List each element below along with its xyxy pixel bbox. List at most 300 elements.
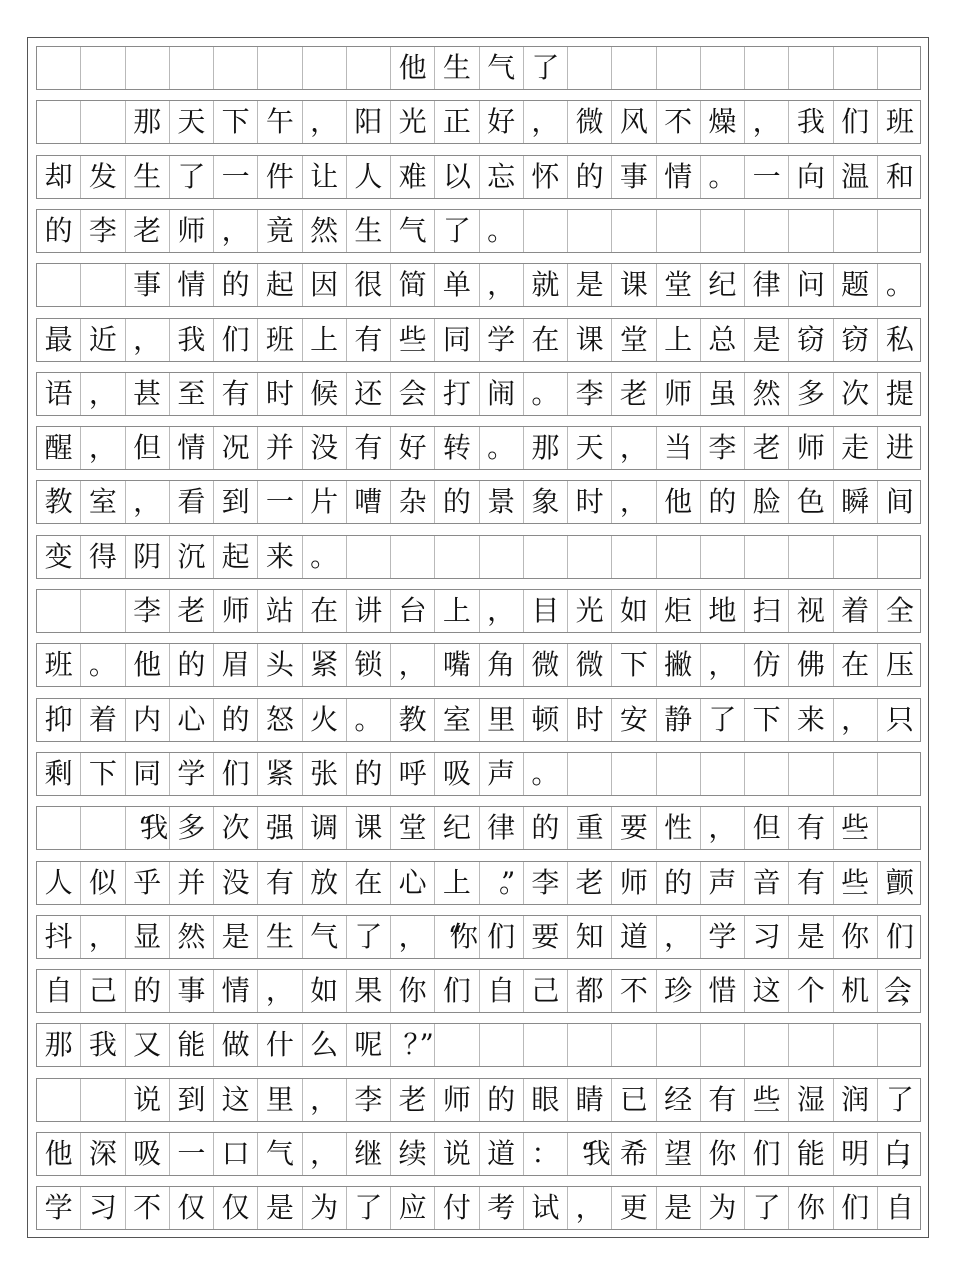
grid-cell [347,536,391,578]
grid-cell: 但 [745,807,789,849]
title-cell: 生 [435,47,479,89]
grid-cell: 们 [745,1133,789,1175]
grid-cell: 说 [126,1079,170,1121]
grid-cell: 仅 [214,1187,258,1229]
grid-cell [657,210,701,252]
grid-cell: 在 [834,644,878,686]
grid-cell: 学 [170,753,214,795]
grid-cell: 纪 [435,807,479,849]
grid-cell: 色 [789,481,833,523]
text-row [36,861,921,905]
grid-cell: ， [214,210,258,252]
grid-cell: 来 [258,536,302,578]
grid-cell: 来 [789,699,833,741]
grid-cell: 有 [214,373,258,415]
grid-cell: 醒 [37,427,81,469]
grid-cell: 自 [480,970,524,1012]
grid-cell: 你 [391,970,435,1012]
grid-cell: 不 [612,970,656,1012]
grid-cell: 就 [524,264,568,306]
grid-cell: 脸 [745,481,789,523]
grid-cell: 一 [258,481,302,523]
text-row [36,426,921,470]
grid-cell: 仅 [170,1187,214,1229]
grid-cell: ， [701,644,745,686]
grid-cell [435,536,479,578]
grid-cell [568,1024,612,1066]
grid-cell: 提 [885,376,914,410]
grid-cell: 做 [214,1024,258,1066]
text-row [36,806,921,850]
grid-cell: 好 [391,427,435,469]
grid-cell: 些 [834,807,878,849]
grid-cell: 只 [885,702,914,736]
title-cell [657,47,701,89]
grid-cell: 温 [834,156,878,198]
text-row [36,209,921,253]
grid-cell: 然 [170,916,214,958]
grid-cell: 心 [170,699,214,741]
grid-cell: 知 [568,916,612,958]
grid-cell: 们 [214,753,258,795]
grid-cell: 我 [170,319,214,361]
grid-cell [789,210,833,252]
grid-cell: 珍 [657,970,701,1012]
text-row [36,318,921,362]
grid-cell [37,1079,81,1121]
grid-cell: 道 [480,1133,524,1175]
grid-cell: 性 [657,807,701,849]
grid-cell: 果 [347,970,391,1012]
title-cell [37,47,81,89]
grid-cell: 紧 [303,644,347,686]
grid-cell: 因 [303,264,347,306]
grid-cell: 到 [170,1079,214,1121]
grid-cell: 况 [214,427,258,469]
grid-cell: 起 [258,264,302,306]
grid-cell: 安 [612,699,656,741]
grid-cell: 让 [303,156,347,198]
title-row [36,46,921,90]
grid-cell: 时 [568,699,612,741]
grid-cell: 在 [347,862,391,904]
grid-cell: 。 [885,268,914,302]
grid-cell: 很 [347,264,391,306]
grid-cell: 付 [435,1187,479,1229]
grid-cell: 次 [834,373,878,415]
grid-cell: 至 [170,373,214,415]
grid-cell [701,1024,745,1066]
grid-cell: ， [524,101,568,143]
grid-cell [745,1024,789,1066]
grid-cell: 明 [834,1133,878,1175]
grid-cell: 台 [391,590,435,632]
grid-cell: ， [834,699,878,741]
grid-cell [834,536,878,578]
grid-cell: 了 [435,210,479,252]
grid-cell: 的 [214,264,258,306]
grid-cell: 件 [258,156,302,198]
grid-cell: 吸 [126,1133,170,1175]
grid-cell: 课 [612,264,656,306]
grid-cell: 的 [37,210,81,252]
text-row [36,752,921,796]
title-cell [170,47,214,89]
grid-cell: 生 [258,916,302,958]
grid-cell: 窃 [834,319,878,361]
grid-cell: 白， [883,1137,916,1170]
grid-cell: 难 [391,156,435,198]
grid-cell [834,1024,878,1066]
grid-cell: 的 [214,699,258,741]
grid-cell: 的 [435,481,479,523]
grid-cell: 次 [214,807,258,849]
grid-cell: 口 [214,1133,258,1175]
grid-cell: 事 [126,264,170,306]
grid-cell: 佛 [789,644,833,686]
grid-cell [435,1024,479,1066]
grid-cell: 好 [480,101,524,143]
grid-cell: 师 [170,210,214,252]
grid-cell: 吸 [435,753,479,795]
grid-cell: 。 [524,373,568,415]
grid-cell: 仿 [745,644,789,686]
grid-cell: 站 [258,590,302,632]
grid-cell: ， [745,101,789,143]
grid-cell: 时 [568,481,612,523]
text-row [36,372,921,416]
grid-cell [701,536,745,578]
grid-cell: 人 [37,862,81,904]
grid-cell: 瞬 [834,481,878,523]
grid-cell: 间 [885,485,914,519]
grid-cell: 班 [258,319,302,361]
grid-cell: 的 [126,970,170,1012]
grid-cell: 教 [37,481,81,523]
grid-cell: 更 [612,1187,656,1229]
grid-cell: 当 [657,427,701,469]
grid-cell: 呼 [391,753,435,795]
text-row [36,643,921,687]
grid-cell [612,536,656,578]
grid-cell [524,1024,568,1066]
grid-cell: 了 [745,1187,789,1229]
grid-cell [524,210,568,252]
grid-cell: 会， [883,974,916,1008]
grid-cell: 生 [347,210,391,252]
grid-cell: 不 [126,1187,170,1229]
grid-cell: 。 [524,753,568,795]
grid-cell: 已 [612,1079,656,1121]
grid-cell: 但 [126,427,170,469]
grid-cell: 阴 [126,536,170,578]
grid-cell: ， [612,427,656,469]
grid-cell: 。” [480,862,524,904]
grid-cell: 地 [701,590,745,632]
grid-cell: 语 [37,373,81,415]
grid-cell: 火 [303,699,347,741]
grid-cell: 事 [612,156,656,198]
grid-cell: 光 [568,590,612,632]
grid-cell: 打 [435,373,479,415]
grid-cell: 李 [524,862,568,904]
grid-cell: 续 [391,1133,435,1175]
grid-cell: 情 [170,427,214,469]
grid-cell: 了 [170,156,214,198]
grid-cell [524,536,568,578]
title-cell [214,47,258,89]
grid-cell: 气 [391,210,435,252]
grid-cell: 又 [126,1024,170,1066]
grid-cell: 角 [480,644,524,686]
grid-cell: 机 [834,970,878,1012]
grid-cell: 你 [701,1133,745,1175]
grid-cell: 们 [214,319,258,361]
grid-cell: 着 [81,699,125,741]
grid-cell [878,753,922,795]
grid-cell: 了 [885,1082,914,1116]
grid-cell: 试 [524,1187,568,1229]
grid-cell: 他 [37,1133,81,1175]
grid-cell: 天 [170,101,214,143]
title-cell [81,47,125,89]
grid-cell: 们 [834,1187,878,1229]
grid-cell: 以 [435,156,479,198]
grid-cell: 说 [435,1133,479,1175]
grid-cell: 上 [657,319,701,361]
grid-cell: 老 [612,373,656,415]
grid-cell: 有 [347,319,391,361]
grid-cell: 他 [657,481,701,523]
grid-cell: 气 [258,1133,302,1175]
title-cell [258,47,302,89]
grid-cell: 张 [303,753,347,795]
grid-cell: 老 [568,862,612,904]
grid-cell: 。 [347,699,391,741]
grid-cell: 静 [657,699,701,741]
grid-cell: 道 [612,916,656,958]
grid-cell: 有 [258,862,302,904]
grid-cell [81,590,125,632]
grid-cell: 们 [435,970,479,1012]
grid-cell: 眉 [214,644,258,686]
grid-cell: 声 [480,753,524,795]
grid-cell: 一 [170,1133,214,1175]
grid-cell: 是 [258,1187,302,1229]
grid-cell: 堂 [391,807,435,849]
grid-cell: 却 [37,156,81,198]
grid-cell: 些 [391,319,435,361]
grid-cell: 应 [391,1187,435,1229]
text-row [36,1132,921,1176]
grid-cell [745,536,789,578]
title-cell [303,47,347,89]
grid-cell: 忘 [480,156,524,198]
grid-cell [701,210,745,252]
grid-cell: 了 [347,1187,391,1229]
grid-cell: 正 [435,101,479,143]
grid-cell: ， [303,1133,347,1175]
grid-cell [834,753,878,795]
grid-cell: 如 [612,590,656,632]
grid-cell [878,210,922,252]
grid-cell: 头 [258,644,302,686]
grid-cell [745,210,789,252]
grid-cell: ， [81,427,125,469]
grid-cell [81,264,125,306]
grid-cell: 调 [303,807,347,849]
grid-cell: 习 [81,1187,125,1229]
grid-cell: 望 [657,1133,701,1175]
grid-cell: 一 [745,156,789,198]
grid-cell: 同 [435,319,479,361]
title-cell: 他 [391,47,435,89]
grid-cell: 要 [524,916,568,958]
grid-cell: 微 [568,644,612,686]
grid-cell [480,1024,524,1066]
grid-cell: 们 [885,919,914,953]
grid-cell: 老 [170,590,214,632]
grid-cell [657,753,701,795]
title-cell [347,47,391,89]
grid-cell: 情 [170,264,214,306]
grid-cell [568,210,612,252]
grid-cell: 时 [258,373,302,415]
grid-cell: 重 [568,807,612,849]
grid-cell: 问 [789,264,833,306]
grid-cell: 自 [37,970,81,1012]
grid-cell: “你 [435,916,479,958]
grid-cell: 的 [524,807,568,849]
grid-cell: 撇 [657,644,701,686]
grid-cell: 这 [214,1079,258,1121]
text-row [36,480,921,524]
grid-cell: 扫 [745,590,789,632]
grid-cell: 眼 [524,1079,568,1121]
text-row [36,698,921,742]
grid-cell: 剩 [37,753,81,795]
grid-cell: 进 [885,431,914,465]
grid-cell: 音 [745,862,789,904]
grid-cell: 考 [480,1187,524,1229]
grid-cell: 压 [885,648,914,682]
grid-cell: 如 [303,970,347,1012]
grid-cell: 下 [745,699,789,741]
grid-cell: 看 [170,481,214,523]
grid-cell: 继 [347,1133,391,1175]
grid-cell: 的 [480,1079,524,1121]
grid-cell: 起 [214,536,258,578]
grid-cell: 向 [789,156,833,198]
grid-cell: 习 [745,916,789,958]
grid-cell: “我 [568,1133,612,1175]
grid-cell: 湿 [789,1079,833,1121]
grid-cell: 怀 [524,156,568,198]
grid-cell [789,1024,833,1066]
grid-cell: 虽 [701,373,745,415]
grid-cell [37,264,81,306]
grid-cell: ， [81,373,125,415]
grid-cell: 锁 [347,644,391,686]
grid-cell: 一 [214,156,258,198]
grid-cell: ， [701,807,745,849]
grid-cell: 里 [258,1079,302,1121]
grid-cell: 天 [568,427,612,469]
grid-cell [789,753,833,795]
grid-cell: 学 [480,319,524,361]
grid-cell [81,101,125,143]
grid-cell: 上 [435,862,479,904]
grid-cell [701,753,745,795]
grid-cell: 燥 [701,101,745,143]
title-cell: 气 [480,47,524,89]
grid-cell [657,536,701,578]
grid-cell: ？” [391,1024,435,1066]
text-row [36,1186,921,1230]
grid-cell: 似 [81,862,125,904]
grid-cell: 气 [303,916,347,958]
grid-cell [612,753,656,795]
grid-cell: 教 [391,699,435,741]
grid-cell: 是 [657,1187,701,1229]
grid-cell: 会 [391,373,435,415]
grid-cell: 室 [435,699,479,741]
grid-cell: 李 [347,1079,391,1121]
grid-cell: 的 [657,862,701,904]
grid-cell: 发 [81,156,125,198]
grid-cell: 的 [568,156,612,198]
grid-cell: 那 [126,101,170,143]
grid-cell: 了 [701,699,745,741]
grid-cell: ， [303,1079,347,1121]
grid-cell: 怒 [258,699,302,741]
grid-cell: 我 [789,101,833,143]
grid-cell: ， [568,1187,612,1229]
grid-cell: 在 [524,319,568,361]
grid-cell: 嘴 [435,644,479,686]
grid-cell: 李 [81,210,125,252]
text-row [36,155,921,199]
grid-cell: 都 [568,970,612,1012]
grid-cell: 着 [834,590,878,632]
grid-cell: 人 [347,156,391,198]
grid-cell: 学 [701,916,745,958]
grid-cell: 有 [789,807,833,849]
grid-cell: 师 [789,427,833,469]
grid-cell: 。 [480,427,524,469]
grid-cell: ， [303,101,347,143]
grid-cell: 这 [745,970,789,1012]
grid-cell: 得 [81,536,125,578]
grid-cell: 律 [480,807,524,849]
grid-cell: 事 [170,970,214,1012]
grid-cell: 学 [37,1187,81,1229]
grid-cell [81,807,125,849]
grid-cell: 视 [789,590,833,632]
title-cell [701,47,745,89]
grid-cell: 光 [391,101,435,143]
grid-cell: 你 [834,916,878,958]
grid-cell: 堂 [657,264,701,306]
grid-cell: 下 [612,644,656,686]
grid-cell: ： [524,1133,568,1175]
grid-cell: 为 [701,1187,745,1229]
grid-cell: 们 [480,916,524,958]
grid-cell: 微 [524,644,568,686]
grid-cell: ， [612,481,656,523]
grid-cell: 他 [126,644,170,686]
grid-cell: 沉 [170,536,214,578]
